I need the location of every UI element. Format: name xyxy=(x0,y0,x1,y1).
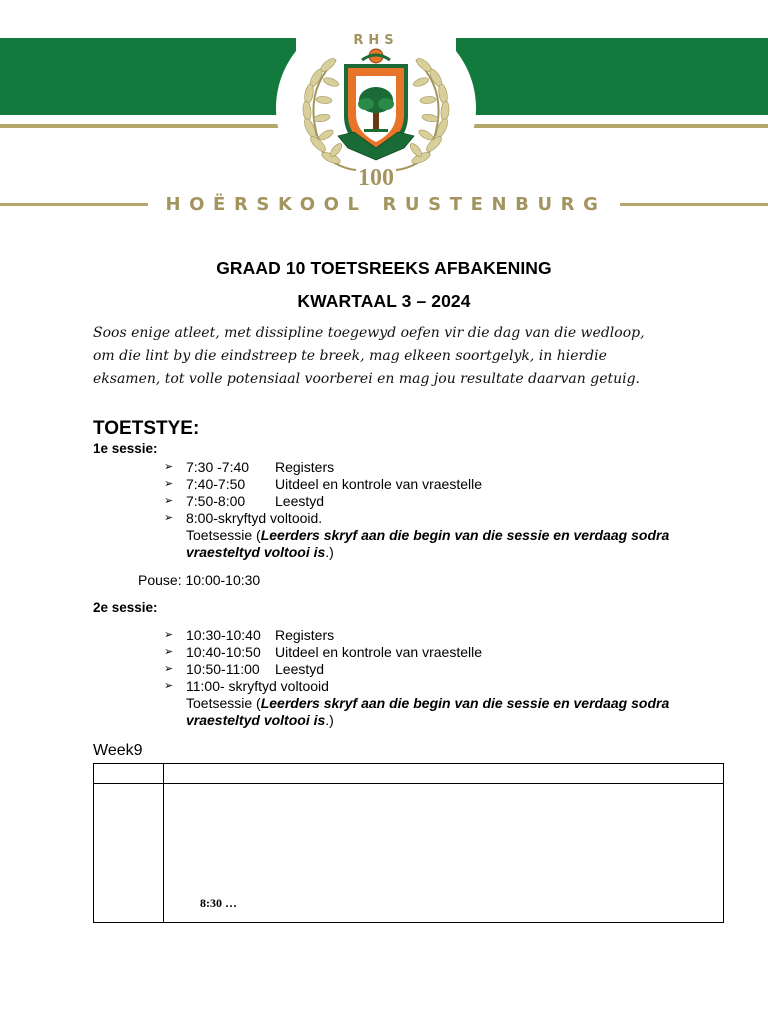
header-gold-line-right xyxy=(472,124,768,128)
schedule-table xyxy=(93,763,724,923)
schedule-item xyxy=(164,627,482,644)
school-name-row xyxy=(0,194,768,216)
schedule-desc: Leestyd xyxy=(275,493,325,509)
quote-line: Soos enige atleet, met dissipline toegewyd oefen vir die dag van die wedloop, xyxy=(93,325,645,341)
schedule-desc: Registers xyxy=(275,459,335,475)
schedule-time: 11:00- skryftyd voltooid xyxy=(186,678,329,694)
arrow-bullet-icon: ➢ xyxy=(164,646,174,658)
break-time: Pouse: 10:00-10:30 xyxy=(138,572,261,588)
motivational-quote xyxy=(93,322,689,391)
schedule-time: 8:00-skryftyd voltooid. xyxy=(186,510,323,526)
schedule-item xyxy=(164,493,482,510)
table-column-divider xyxy=(163,764,164,922)
schedule-item xyxy=(164,510,482,527)
school-line-left xyxy=(0,203,148,206)
session2-schedule xyxy=(164,627,482,695)
quote-line: om die lint by die eindstreep te breek, mag elkeen soortgelyk, in hierdie xyxy=(93,348,607,364)
arrow-bullet-icon: ➢ xyxy=(164,495,174,507)
document-subtitle: KWARTAAL 3 – 2024 xyxy=(297,291,471,311)
week-label: Week9 xyxy=(93,742,143,759)
arrow-bullet-icon: ➢ xyxy=(164,629,174,641)
note-prefix: Toetsessie ( xyxy=(186,695,261,711)
schedule-time: 10:30-10:40 xyxy=(186,627,261,643)
schedule-item xyxy=(164,678,482,695)
schedule-item xyxy=(164,644,482,661)
schedule-desc: Uitdeel en kontrole van vraestelle xyxy=(275,644,483,660)
session2-note xyxy=(186,695,706,729)
header-band-right xyxy=(456,38,768,115)
session1-note xyxy=(186,527,706,561)
school-line-right xyxy=(620,203,768,206)
school-name: HOËRSKOOL RUSTENBURG xyxy=(165,194,607,215)
session2-label: 2e sessie: xyxy=(93,600,158,615)
document-title: GRAAD 10 TOETSREEKS AFBAKENING xyxy=(216,258,552,278)
schedule-desc: Registers xyxy=(275,627,335,643)
note-bold: Leerders skryf aan die begin van die sessie en verdaag sodra vraesteltyd voltooi is xyxy=(186,527,670,560)
arrow-bullet-icon: ➢ xyxy=(164,512,174,524)
schedule-time: 10:50-11:00 xyxy=(186,661,260,677)
arrow-bullet-icon: ➢ xyxy=(164,663,174,675)
crest-number: 100 xyxy=(358,165,394,191)
schedule-desc: Leestyd xyxy=(275,661,325,677)
note-suffix: .) xyxy=(325,544,334,560)
school-crest xyxy=(276,20,476,195)
table-cell: 8:30 … xyxy=(200,896,237,910)
crest-letters: RHS xyxy=(353,33,399,48)
arrow-bullet-icon: ➢ xyxy=(164,461,174,473)
schedule-time: 7:30 -7:40 xyxy=(186,459,250,475)
schedule-desc: Uitdeel en kontrole van vraestelle xyxy=(275,476,483,492)
shield-icon xyxy=(338,49,414,160)
note-prefix: Toetsessie ( xyxy=(186,527,261,543)
arrow-bullet-icon: ➢ xyxy=(164,680,174,692)
schedule-time: 7:40-7:50 xyxy=(186,476,246,492)
note-suffix: .) xyxy=(325,712,334,728)
arrow-bullet-icon: ➢ xyxy=(164,478,174,490)
quote-line: eksamen, tot volle potensiaal voorberei en mag jou resultate daarvan getuig. xyxy=(93,371,641,387)
test-times-heading: TOETSTYE: xyxy=(93,418,200,439)
header-gold-line-left xyxy=(0,124,300,128)
schedule-time: 7:50-8:00 xyxy=(186,493,246,509)
session1-schedule xyxy=(164,459,482,527)
schedule-item xyxy=(164,661,482,678)
header-band-left xyxy=(0,38,296,115)
note-bold: Leerders skryf aan die begin van die sessie en verdaag sodra vraesteltyd voltooi is xyxy=(186,695,670,728)
schedule-item xyxy=(164,459,482,476)
tree-trunk-icon xyxy=(373,112,379,130)
schedule-item xyxy=(164,476,482,493)
table-header-divider xyxy=(94,783,723,784)
session1-label: 1e sessie: xyxy=(93,441,158,456)
schedule-time: 10:40-10:50 xyxy=(186,644,261,660)
